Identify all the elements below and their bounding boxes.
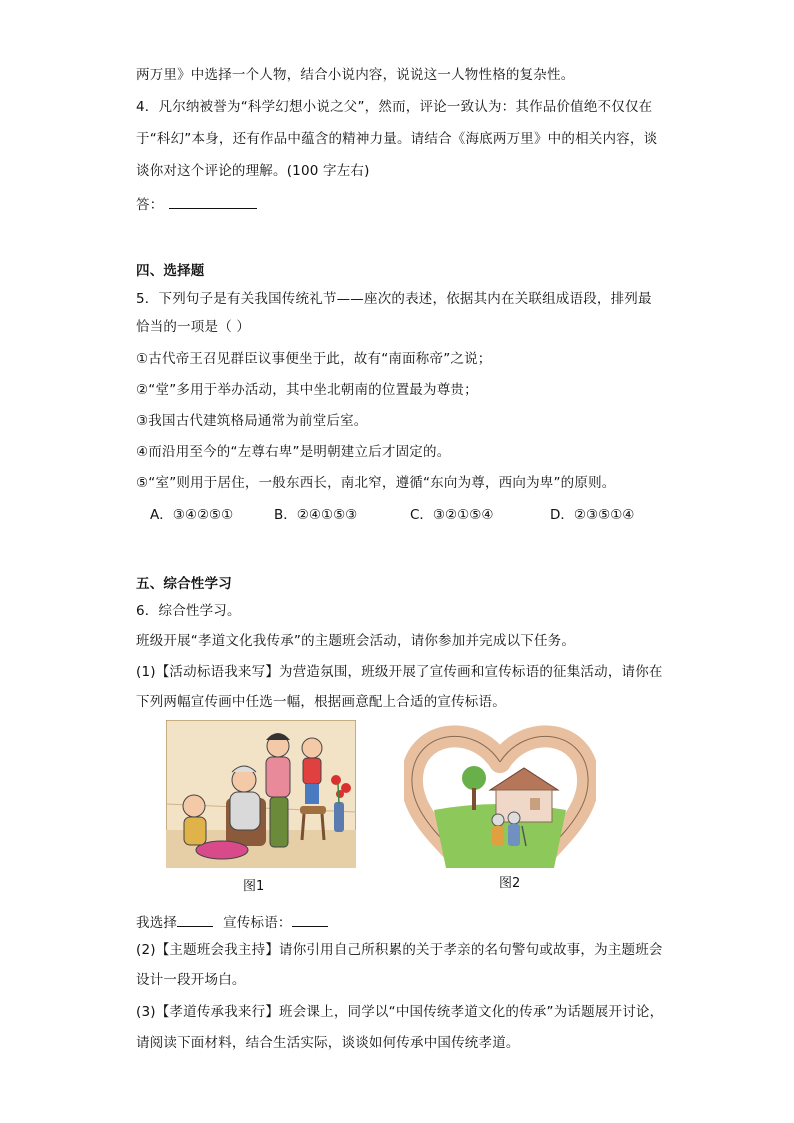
task-2-line-2: 设计一段开场白。 [136, 972, 246, 988]
section-5-heading: 五、综合性学习 [136, 576, 232, 592]
figure-2-caption: 图2 [499, 876, 521, 891]
option-b[interactable]: B．②④①⑤③ [274, 507, 358, 523]
statement-3: ③我国古代建筑格局通常为前堂后室。 [136, 413, 368, 429]
slogan-label: 宣传标语： [223, 915, 292, 931]
poster-1-image [166, 720, 356, 868]
answer-blank[interactable] [169, 194, 257, 209]
figure-1-caption: 图1 [243, 879, 265, 894]
statement-5: ⑤“室”则用于居住，一般东西长，南北窄，遵循“东向为尊，西向为卑”的原则。 [136, 475, 616, 491]
choose-blank[interactable] [177, 912, 213, 927]
activity-intro: 班级开展“孝道文化我传承”的主题班会活动，请你参加并完成以下任务。 [136, 633, 576, 649]
choose-label: 我选择 [136, 915, 178, 931]
poster-2-image [404, 718, 596, 868]
question-6: 6．综合性学习。 [136, 603, 241, 619]
option-a[interactable]: A．③④②⑤① [150, 507, 234, 523]
question-5-line-1: 5．下列句子是有关我国传统礼节——座次的表述，依据其内在关联组成语段，排列最 [136, 291, 652, 307]
text-line: 两万里》中选择一个人物，结合小说内容，说说这一人物性格的复杂性。 [136, 67, 575, 83]
task-3-line-1: (3)【孝道传承我来行】班会课上，同学以“中国传统孝道文化的传承”为话题展开讨论， [136, 1004, 664, 1020]
question-4-line-1: 4．凡尔纳被誉为“科学幻想小说之父”，然而，评论一致认为：其作品价值绝不仅仅在 [136, 99, 653, 115]
statement-2: ②“堂”多用于举办活动，其中坐北朝南的位置最为尊贵； [136, 382, 478, 398]
task-3-line-2: 请阅读下面材料，结合生活实际，谈谈如何传承中国传统孝道。 [136, 1035, 520, 1051]
answer-label: 答： [136, 197, 164, 213]
task-1-line-1: (1)【活动标语我来写】为营造氛围，班级开展了宣传画和宣传标语的征集活动，请你在 [136, 664, 663, 680]
question-5-line-2: 恰当的一项是（ ） [136, 319, 251, 335]
task-2-line-1: (2)【主题班会我主持】请你引用自己所积累的关于孝亲的名句警句或故事，为主题班会 [136, 942, 663, 958]
option-d[interactable]: D．②③⑤①④ [550, 507, 635, 523]
slogan-row [136, 912, 328, 932]
section-4-heading: 四、选择题 [136, 263, 205, 279]
option-c[interactable]: C．③②①⑤④ [410, 507, 494, 523]
question-4-line-3: 谈你对这个评论的理解。(100 字左右) [136, 163, 370, 179]
statement-1: ①古代帝王召见群臣议事便坐于此，故有“南面称帝”之说； [136, 351, 492, 367]
slogan-blank[interactable] [292, 912, 328, 927]
statement-4: ④而沿用至今的“左尊右卑”是明朝建立后才固定的。 [136, 444, 451, 460]
question-4-line-2: 于“科幻”本身，还有作品中蕴含的精神力量。请结合《海底两万里》中的相关内容，谈 [136, 131, 658, 147]
task-1-line-2: 下列两幅宣传画中任选一幅，根据画意配上合适的宣传标语。 [136, 694, 506, 710]
answer-row [136, 194, 257, 214]
